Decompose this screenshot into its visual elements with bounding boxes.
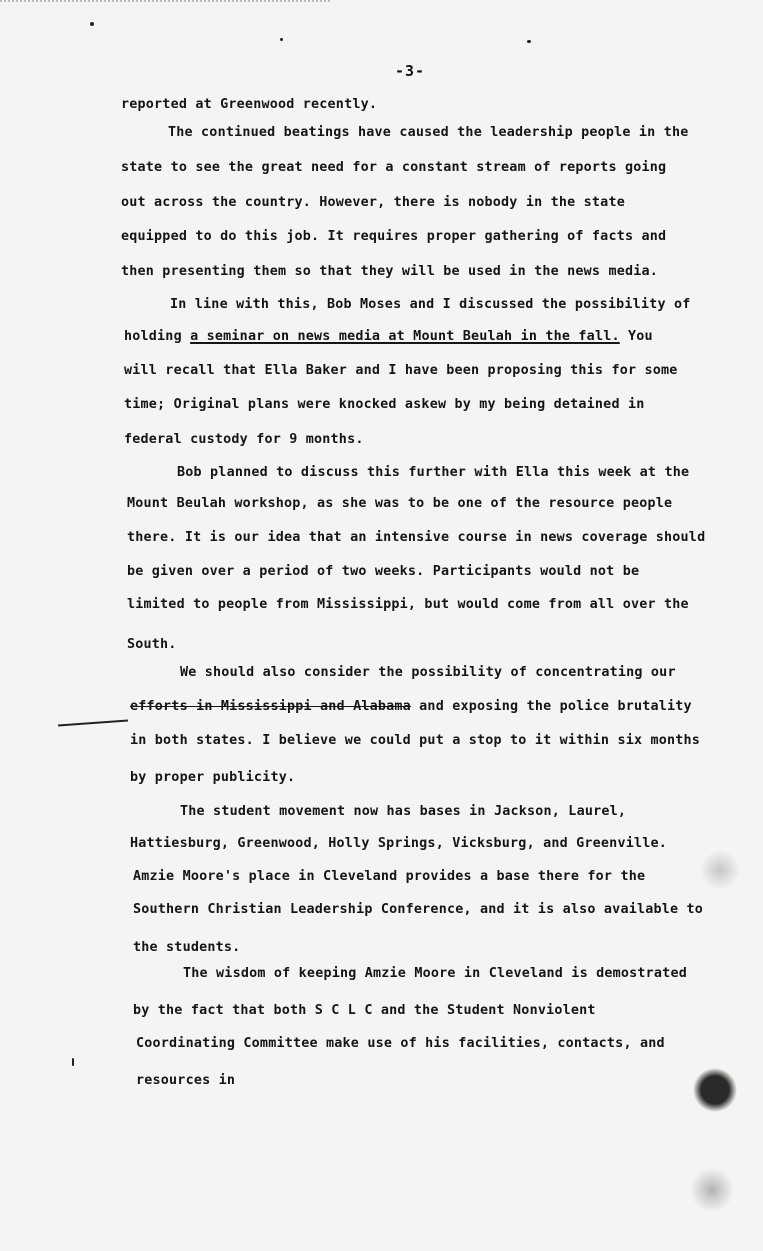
text-line: then presenting them so that they will be used in the news media.: [121, 264, 659, 279]
text-line: equipped to do this job. It requires proper gathering of facts and: [121, 229, 667, 244]
text-line: by proper publicity.: [130, 770, 296, 785]
text-line: there. It is our idea that an intensive course in news coverage should: [127, 530, 706, 545]
text-line: the students.: [133, 940, 241, 955]
text-line: Hattiesburg, Greenwood, Holly Springs, Vicksburg, and Greenville.: [130, 836, 668, 851]
text-line: We should also consider the possibility of concentrating our: [180, 665, 676, 680]
ink-speck: [90, 22, 94, 26]
text-line: Amzie Moore's place in Cleveland provides a base there for the: [133, 869, 646, 884]
text-line-part: You: [619, 329, 653, 344]
text-line: will recall that Ella Baker and I have been proposing this for some: [124, 363, 678, 378]
text-line: out across the country. However, there is nobody in the state: [121, 195, 625, 210]
ink-speck: [72, 1058, 74, 1066]
text-line-part: efforts in Mississippi and Alabama: [130, 699, 411, 714]
text-line: In line with this, Bob Moses and I discussed the possibility of: [170, 297, 691, 312]
text-line: [124, 329, 653, 344]
top-edge-dots: [0, 0, 330, 6]
text-line: be given over a period of two weeks. Participants would not be: [127, 564, 640, 579]
page-number: -3-: [395, 62, 426, 80]
text-line: South.: [127, 637, 177, 652]
text-line-part: holding: [124, 329, 191, 344]
ink-speck: [280, 38, 283, 41]
text-line-part: a seminar on news media at Mount Beulah in the fall.: [190, 329, 620, 344]
text-line: by the fact that both S C L C and the Student Nonviolent: [133, 1003, 596, 1018]
ink-speck: [527, 40, 531, 43]
text-line: time; Original plans were knocked askew by my being detained in: [124, 397, 645, 412]
text-line: [130, 699, 692, 714]
text-line: reported at Greenwood recently.: [121, 97, 378, 112]
text-line: Bob planned to discuss this further with Ella this week at the: [177, 465, 690, 480]
text-line: Mount Beulah workshop, as she was to be one of the resource people: [127, 496, 673, 511]
text-line: state to see the great need for a constant stream of reports going: [121, 160, 667, 175]
margin-pen-mark: [58, 720, 128, 727]
text-line-part: and exposing the police brutality: [410, 699, 692, 714]
text-line: limited to people from Mississippi, but would come from all over the: [127, 597, 689, 612]
text-line: Southern Christian Leadership Conference, and it is also available to: [133, 902, 704, 917]
text-line: The continued beatings have caused the leadership people in the: [168, 125, 689, 140]
text-line: The wisdom of keeping Amzie Moore in Cleveland is demostrated: [183, 966, 687, 981]
text-line: resources in: [136, 1073, 236, 1088]
text-line: federal custody for 9 months.: [124, 432, 364, 447]
text-line: in both states. I believe we could put a stop to it within six months: [130, 733, 701, 748]
text-line: Coordinating Committee make use of his facilities, contacts, and: [136, 1036, 665, 1051]
text-line: The student movement now has bases in Jackson, Laurel,: [180, 804, 627, 819]
